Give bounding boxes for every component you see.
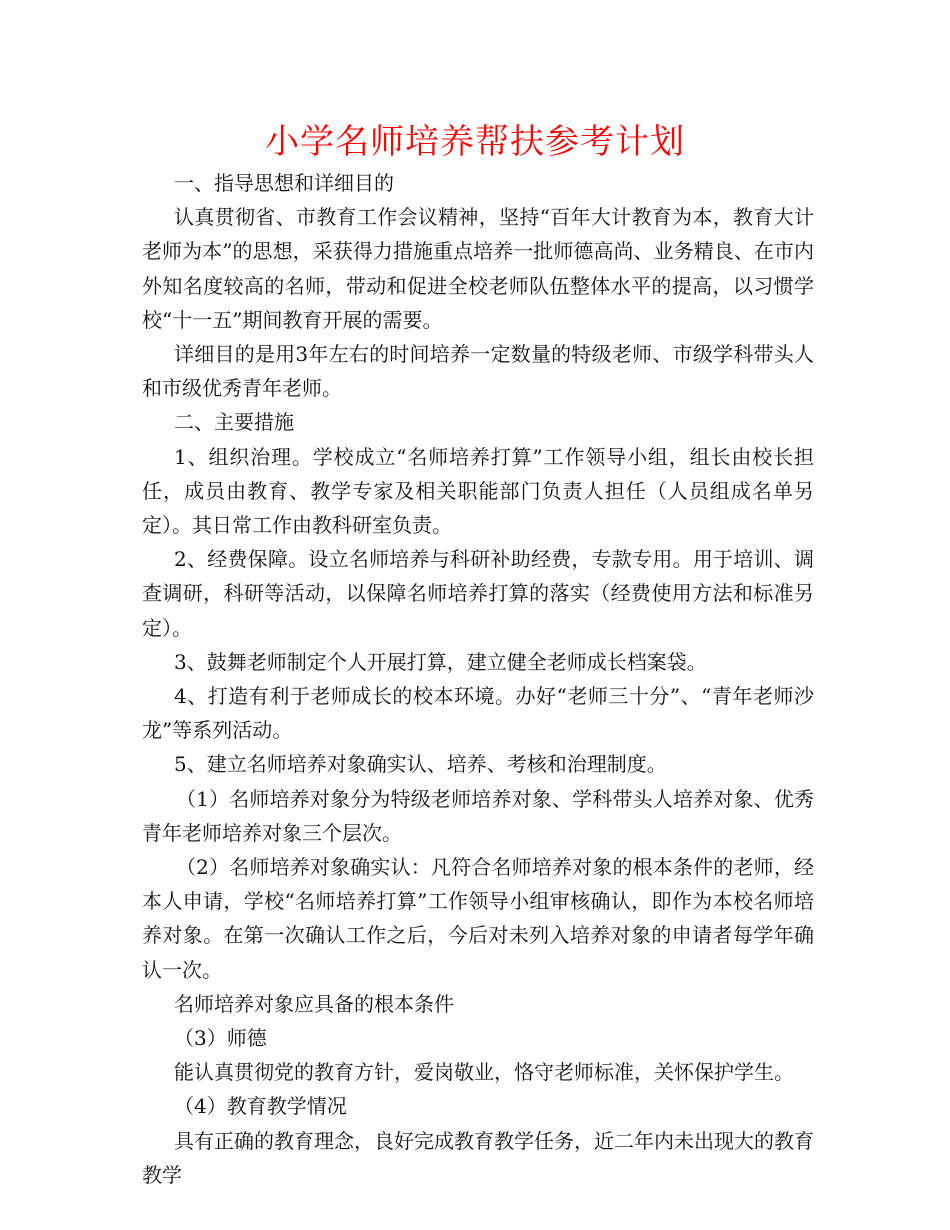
paragraph: 2、经费保障。设立名师培养与科研补助经费，专款专用。用于培训、调查调研，科研等活动，以保障名师培养打算的落实（经费使用方法和标准另定）。 (142, 547, 814, 640)
paragraph: 详细目的是用3年左右的时间培养一定数量的特级老师、市级学科带头人和市级优秀青年老师。 (142, 342, 814, 401)
paragraph: 3、鼓舞老师制定个人开展打算，建立健全老师成长档案袋。 (174, 649, 707, 674)
paragraph: 名师培养对象应具备的根本条件 (174, 991, 454, 1016)
paragraph: 认真贯彻省、市教育工作会议精神，坚持“百年大计教育为本，教育大计老师为本”的思想，采获得力措施重点培养一批师德高尚、业务精良、在市内外知名度较高的名师，带动和促进全校老师队伍整体水平的提高，以习惯学校“十一五”期间教育开展的需要。 (142, 205, 814, 332)
paragraph: （3）师德 (174, 1026, 267, 1051)
paragraph: 5、建立名师培养对象确实认、培养、考核和治理制度。 (174, 752, 667, 777)
paragraph: （4）教育教学情况 (174, 1094, 347, 1119)
document-body (142, 166, 814, 1192)
heading-main-measures: 二、主要措施 (174, 410, 294, 435)
paragraph: （1）名师培养对象分为特级老师培养对象、学科带头人培养对象、优秀青年老师培养对象三个层次。 (142, 786, 814, 845)
document-title: 小学名师培养帮扶参考计划 (265, 122, 685, 162)
paragraph: 4、打造有利于老师成长的校本环境。办好“老师三十分”、“青年老师沙龙”等系列活动。 (142, 684, 814, 743)
paragraph: 能认真贯彻党的教育方针，爱岗敬业，恪守老师标准，关怀保护学生。 (174, 1060, 794, 1085)
heading-guiding-thought: 一、指导思想和详细目的 (174, 171, 394, 195)
paragraph: （2）名师培养对象确实认：凡符合名师培养对象的根本条件的老师，经本人申请，学校“名师培养打算”工作领导小组审核确认，即作为本校名师培养对象。在第一次确认工作之后，今后对未列入培养对象的申请者每学年确认一次。 (142, 855, 814, 982)
paragraph: 1、组织治理。学校成立“名师培养打算”工作领导小组，组长由校长担任，成员由教育、教学专家及相关职能部门负责人担任（人员组成名单另定）。其日常工作由教科研室负责。 (142, 444, 814, 538)
paragraph: 具有正确的教育理念，良好完成教育教学任务，近二年内未出现大的教育教学 (142, 1128, 814, 1187)
